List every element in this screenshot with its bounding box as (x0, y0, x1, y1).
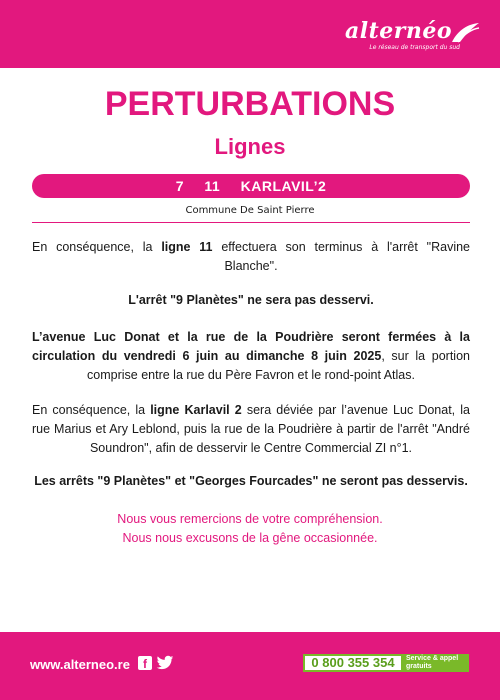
paragraph-3 (32, 328, 470, 385)
p4-text-c: sera déviée par l’avenue Luc Donat, la rue Marius et Ary Leblond, puis la rue de la Poudrière à partir de l'arrêt "André Soundron", afin de desservir le Centre Commercial ZI n°1. (32, 403, 470, 455)
twitter-icon[interactable] (156, 655, 174, 671)
p4-line-karlavil: ligne Karlavil 2 (150, 403, 242, 417)
thanks-line-2: Nous nous excusons de la gêne occasionnée. (122, 531, 378, 545)
leaf-swoosh-icon (450, 22, 480, 44)
phone-free-badge: Service & appel gratuits (403, 654, 469, 672)
p3-closure: L’avenue Luc Donat et la rue de la Poudrière seront fermées à la circulation du vendredi 6 juin au dimanche 8 juin 2025 (32, 330, 470, 363)
logo-wordmark: alternéo (344, 18, 452, 44)
lines-bar (32, 174, 470, 198)
brand-logo[interactable] (340, 20, 480, 60)
paragraph-2: L'arrêt "9 Planètes" ne sera pas desservi. (128, 293, 374, 307)
paragraph-4 (32, 401, 470, 458)
p4-text-a: En conséquence, la (32, 403, 151, 417)
paragraph-5: Les arrêts "9 Planètes" et "Georges Fourcades" ne seront pas desservis. (34, 474, 468, 488)
page-title: PERTURBATIONS (104, 85, 396, 123)
line-7: 7 (175, 178, 185, 194)
phone-number[interactable]: 0 800 355 354 (303, 654, 403, 672)
commune-label: Commune De Saint Pierre (185, 205, 315, 216)
p1-line-11: ligne 11 (161, 240, 213, 254)
divider (32, 222, 470, 223)
page-subtitle: Lignes (214, 134, 286, 159)
p1-text-a: En conséquence, la (32, 240, 162, 254)
facebook-icon[interactable]: f (138, 656, 152, 670)
paragraph-1 (32, 238, 470, 276)
thanks-line-1: Nous vous remercions de votre compréhension. (117, 512, 383, 526)
p3-portion: , sur la portion comprise entre la rue du Père Favron et le rond-point Atlas. (87, 349, 470, 382)
website-link[interactable]: www.alterneo.re (30, 657, 130, 672)
logo-tagline: Le réseau de transport du sud (369, 44, 460, 51)
line-karlavil-2: KARLAVIL’2 (240, 178, 327, 194)
p1-text-c: effectuera son terminus à l'arrêt "Ravine Blanche". (212, 240, 471, 273)
line-11: 11 (204, 178, 221, 194)
